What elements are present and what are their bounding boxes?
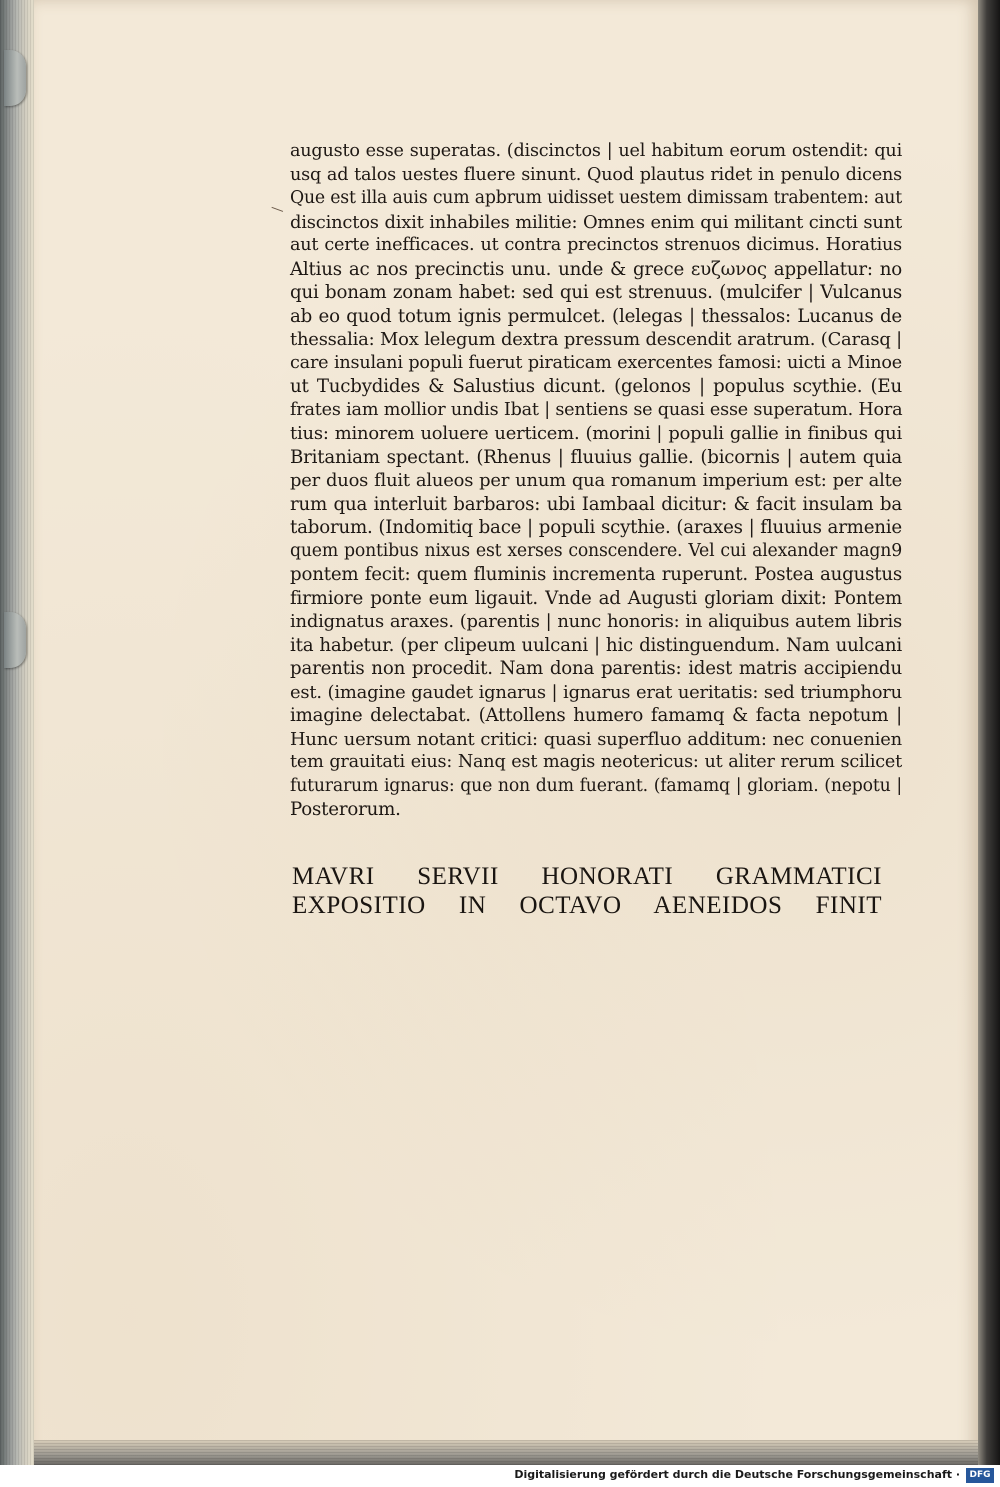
text-line: augusto esse superatas. (discinctos | uel habitum eorum ostendit: qui — [290, 141, 902, 161]
text-line: Posterorum. — [290, 799, 401, 820]
text-line: qui bonam zonam habet: sed qui est strenuus. (mulcifer | Vulcanus — [290, 282, 902, 303]
text-line: ita habetur. (per clipeum uulcani | hic distinguendum. Nam uulcani — [290, 634, 902, 656]
text-line: tius: minorem uoluere uerticem. (morini | populi gallie in finibus qui — [290, 423, 902, 444]
book-page-edge-right — [978, 0, 1000, 1465]
text-line: Hunc uersum notant critici: quasi superfluo additum: nec conuenien — [290, 728, 902, 750]
dfg-logo: DFG — [966, 1468, 994, 1483]
text-line: est. (imagine gaudet ignarus | ignarus erat ueritatis: sed triumphoru — [290, 681, 902, 703]
text-line: tem grauitati eius: Nanq est magis neotericus: ut aliter rerum scilicet — [290, 752, 902, 772]
text-line: discinctos dixit inhabiles militie: Omnes enim qui militant cincti sunt — [290, 211, 902, 233]
text-line: ut Tucbydides & Salustius dicunt. (gelonos | populus scythie. (Eu — [290, 376, 902, 397]
text-line: frates iam mollior undis Ibat | sentiens se quasi esse superatum. Hora — [290, 399, 903, 420]
text-line: aut certe inefficaces. ut contra precinctos strenuos dicimus. Horatius — [290, 235, 902, 255]
text-line: Altius ac nos precinctis unu. unde & grece ευζωνος appellatur: no — [290, 258, 902, 280]
colophon-line-2: EXPOSITIO IN OCTAVO AENEIDOS FINIT — [292, 892, 882, 919]
funding-credit: Digitalisierung gefördert durch die Deutsche Forschungsgemeinschaft · — [514, 1468, 960, 1481]
text-line: imagine delectabat. (Attollens humero famamq & facta nepotum | — [290, 705, 902, 726]
text-line: indignatus araxes. (parentis | nunc honoris: in aliquibus autem libris — [290, 611, 902, 632]
book-clasp-top — [4, 50, 26, 106]
colophon — [292, 862, 882, 920]
text-line: Britaniam spectant. (Rhenus | fluuius gallie. (bicornis | autem quia — [290, 446, 902, 468]
book-clasp-middle — [4, 612, 26, 668]
colophon-line-1: MAVRI SERVII HONORATI GRAMMATICI — [292, 863, 882, 890]
text-line: pontem fecit: quem fluminis incrementa ruperunt. Postea augustus — [290, 564, 902, 585]
book-page-edge-bottom — [34, 1440, 978, 1465]
text-line: parentis non procedit. Nam dona parentis: idest matris accipiendu — [290, 658, 902, 679]
text-line: quem pontibus nixus est xerses conscendere. Vel cui alexander magn9 — [290, 540, 902, 561]
text-line: per duos fluit alueos per unum qua romanum imperium est: per alte — [290, 470, 902, 491]
text-line: taborum. (Indomitiq bace | populi scythie. (araxes | fluuius armenie — [290, 517, 902, 538]
text-line: firmiore ponte eum ligauit. Vnde ad Augusti gloriam dixit: Pontem — [290, 587, 902, 609]
text-line: thessalia: Mox lelegum dextra pressum descendit aratrum. (Carasq | — [290, 329, 902, 350]
text-line: Que est illa auis cum apbrum uidisset uestem dimissam trabentem: aut — [290, 188, 902, 208]
text-line: care insulani populi fuerut piraticam exercentes famosi: uicti a Minoe — [290, 352, 902, 373]
footer-bar — [0, 1465, 1000, 1487]
text-line: rum qua interluit barbaros: ubi Iambaal dicitur: & facit insulam ba — [290, 493, 902, 515]
book-page-edge-left — [0, 0, 34, 1465]
commentary-text — [290, 140, 902, 822]
text-line: futurarum ignarus: que non dum fuerant. (famamq | gloriam. (nepotu | — [290, 775, 902, 796]
text-line: usq ad talos uestes fluere sinunt. Quod plautus ridet in penulo dicens — [290, 164, 902, 185]
text-line: ab eo quod totum ignis permulcet. (lelegas | thessalos: Lucanus de — [290, 305, 902, 327]
